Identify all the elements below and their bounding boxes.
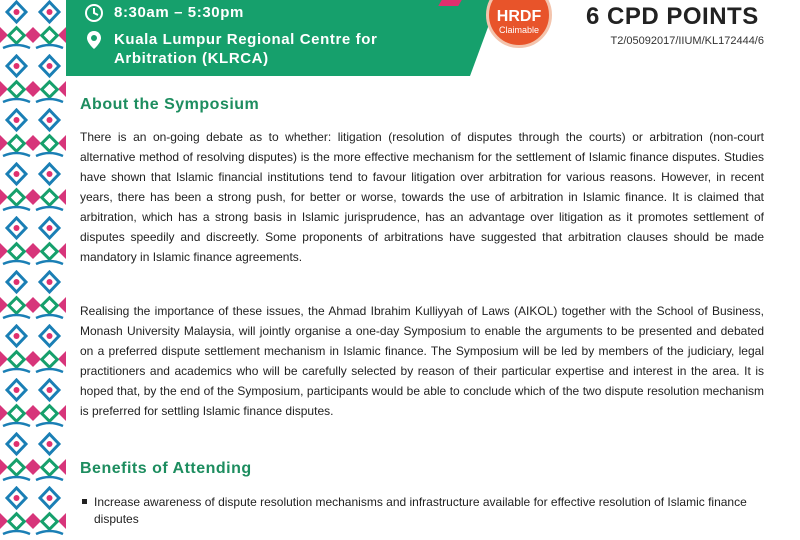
clock-icon — [84, 3, 104, 23]
list-item — [80, 494, 764, 528]
event-time: 8:30am – 5:30pm — [114, 4, 244, 21]
geometric-pattern — [0, 0, 66, 540]
venue-row — [84, 30, 444, 68]
location-pin-icon — [84, 30, 104, 50]
about-heading: About the Symposium — [80, 96, 260, 113]
benefits-heading: Benefits of Attending — [80, 460, 252, 477]
bullet-icon — [82, 499, 87, 504]
about-paragraph-2: Realising the importance of these issues, the Ahmad Ibrahim Kulliyyah of Laws (AIKOL) together with the School of Business, Monash University Malaysia, will jointly organise a one-day Symposium to enable the arguments to be presented and debated on a preferred dispute settlement mechanism in Islamic finance. The Symposium will be led by members of the judiciary, legal practitioners and academics who will be carefully selected by reason of their particular expertise and interest in the area. It is hoped that, by the end of the Symposium, participants would be able to conclude which of the two dispute resolution mechanism is preferred for settling Islamic finance disputes. — [80, 304, 764, 418]
hrdf-label: HRDF — [496, 8, 542, 25]
cpd-code: T2/05092017/IIUM/KL172444/6 — [610, 35, 764, 47]
cpd-points: 6 CPD POINTS — [586, 3, 759, 30]
benefit-text: Increase awareness of dispute resolution mechanisms and infrastructure available for effective resolution of Islamic finance disputes — [94, 495, 747, 526]
event-details-banner — [66, 0, 470, 76]
decorative-border — [0, 0, 66, 540]
event-venue: Kuala Lumpur Regional Centre for Arbitration (KLRCA) — [114, 31, 378, 67]
about-paragraph-1: There is an on-going debate as to whether: litigation (resolution of disputes through the courts) or arbitration (non-court alternative method of resolving disputes) is the more effective mechanism for the settlement of Islamic finance disputes. Studies have shown that Islamic financial institutions tend to favour litigation over arbitration for various reasons. However, in recent years, there has been a strong push, for better or worse, towards the use of arbitration in Islamic finance. It is claimed that arbitration, which has a strong basis in Islamic jurisprudence, has an advantage over litigation as it promotes settlement of disputes speedily and discreetly. Some proponents of arbitrations have suggested that arbitration clauses should be made mandatory in Islamic finance agreements. — [80, 130, 764, 264]
time-row — [84, 3, 244, 23]
hrdf-sublabel: Claimable — [498, 25, 540, 35]
benefits-list — [80, 494, 764, 534]
accent-stripe — [438, 0, 461, 6]
